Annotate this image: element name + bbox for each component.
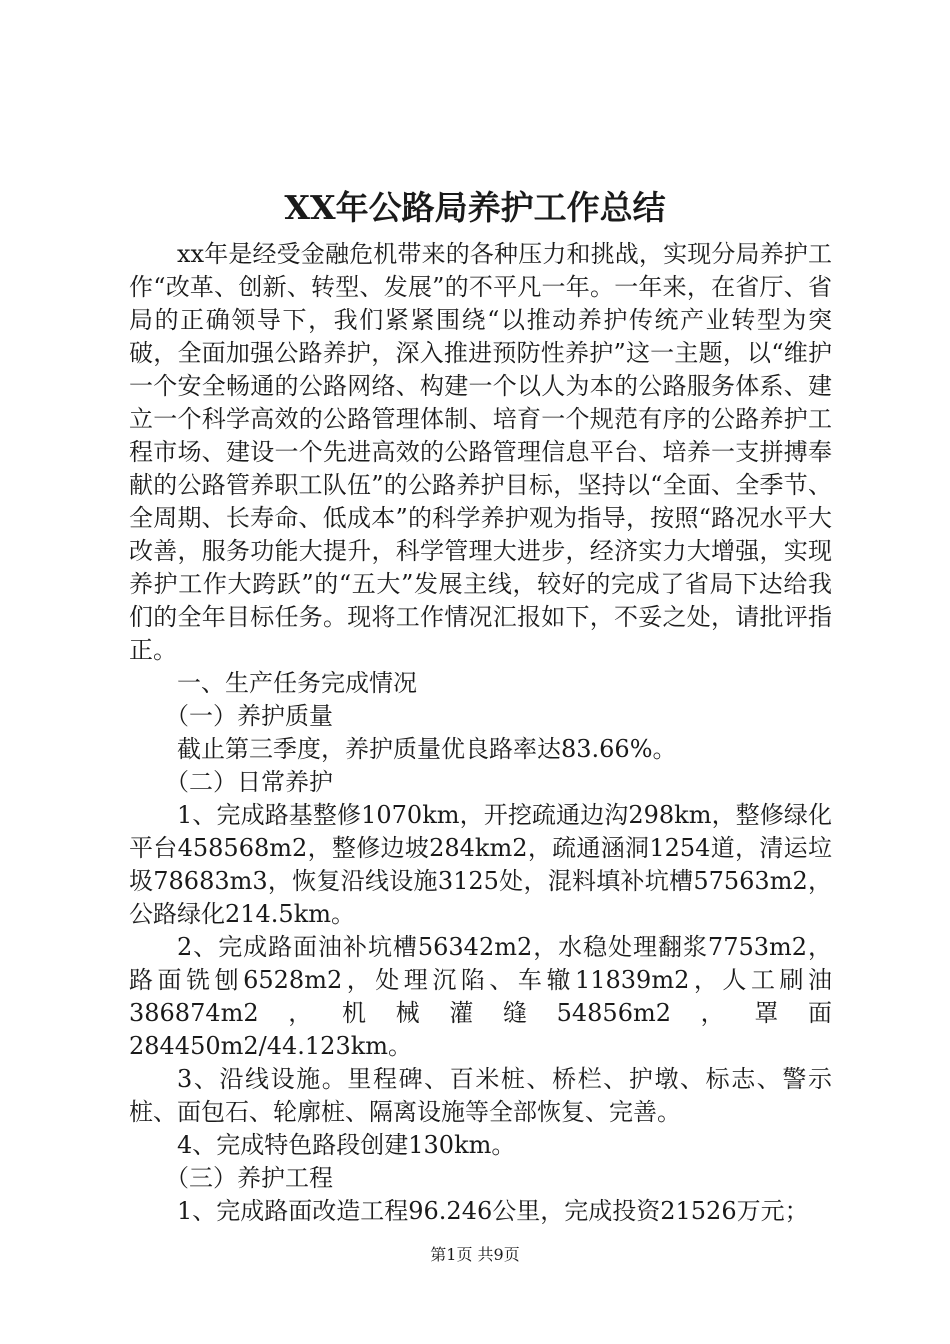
document-body [129,238,832,1228]
paragraph-project-1: 1、完成路面改造工程96.246公里，完成投资21526万元； [177,1197,809,1225]
paragraph-item-3: 3、沿线设施。里程碑、百米桩、桥栏、护墩、标志、警示桩、面包石、轮廓桩、隔离设施等全部恢复、完善。 [129,1065,832,1126]
paragraph-quality: 截止第三季度，养护质量优良路率达83.66%。 [177,735,677,763]
paragraph-item-2: 2、完成路面油补坑槽56342m2，水稳处理翻浆7753m2，路面铣刨6528m2，处理沉陷、车辙11839m2，人工刷油386874m2，机械灌缝54856m2，罩面284450m2/44.123km。 [129,933,832,1060]
paragraph-item-4: 4、完成特色路段创建130km。 [177,1131,516,1159]
subsection-heading-1: （一）养护质量 [165,702,333,730]
intro-paragraph: xx年是经受金融危机带来的各种压力和挑战，实现分局养护工作“改革、创新、转型、发展”的不平凡一年。一年来，在省厅、省局的正确领导下，我们紧紧围绕“以推动养护传统产业转型为突破，全面加强公路养护，深入推进预防性养护”这一主题，以“维护一个安全畅通的公路网络、构建一个以人为本的公路服务体系、建立一个科学高效的公路管理体制、培育一个规范有序的公路养护工程市场、建设一个先进高效的公路管理信息平台、培养一支拼搏奉献的公路管养职工队伍”的公路养护目标，坚持以“全面、全季节、全周期、长寿命、低成本”的科学养护观为指导，按照“路况水平大改善，服务功能大提升，科学管理大进步，经济实力大增强，实现养护工作大跨跃”的“五大”发展主线，较好的完成了省局下达给我们的全年目标任务。现将工作情况汇报如下，不妥之处，请批评指正。 [129,240,832,664]
document-title: XX年公路局养护工作总结 [284,188,666,227]
page-footer: 第1页 共9页 [430,1245,520,1264]
subsection-heading-2: （二）日常养护 [165,768,333,796]
section-heading-1: 一、生产任务完成情况 [177,669,417,697]
paragraph-item-1: 1、完成路基整修1070km，开挖疏通边沟298km，整修绿化平台458568m2，整修边坡284km2，疏通涵洞1254道，清运垃圾78683m3，恢复沿线设施3125处，混料填补坑槽57563m2，公路绿化214.5km。 [129,801,832,928]
subsection-heading-3: （三）养护工程 [165,1164,333,1192]
